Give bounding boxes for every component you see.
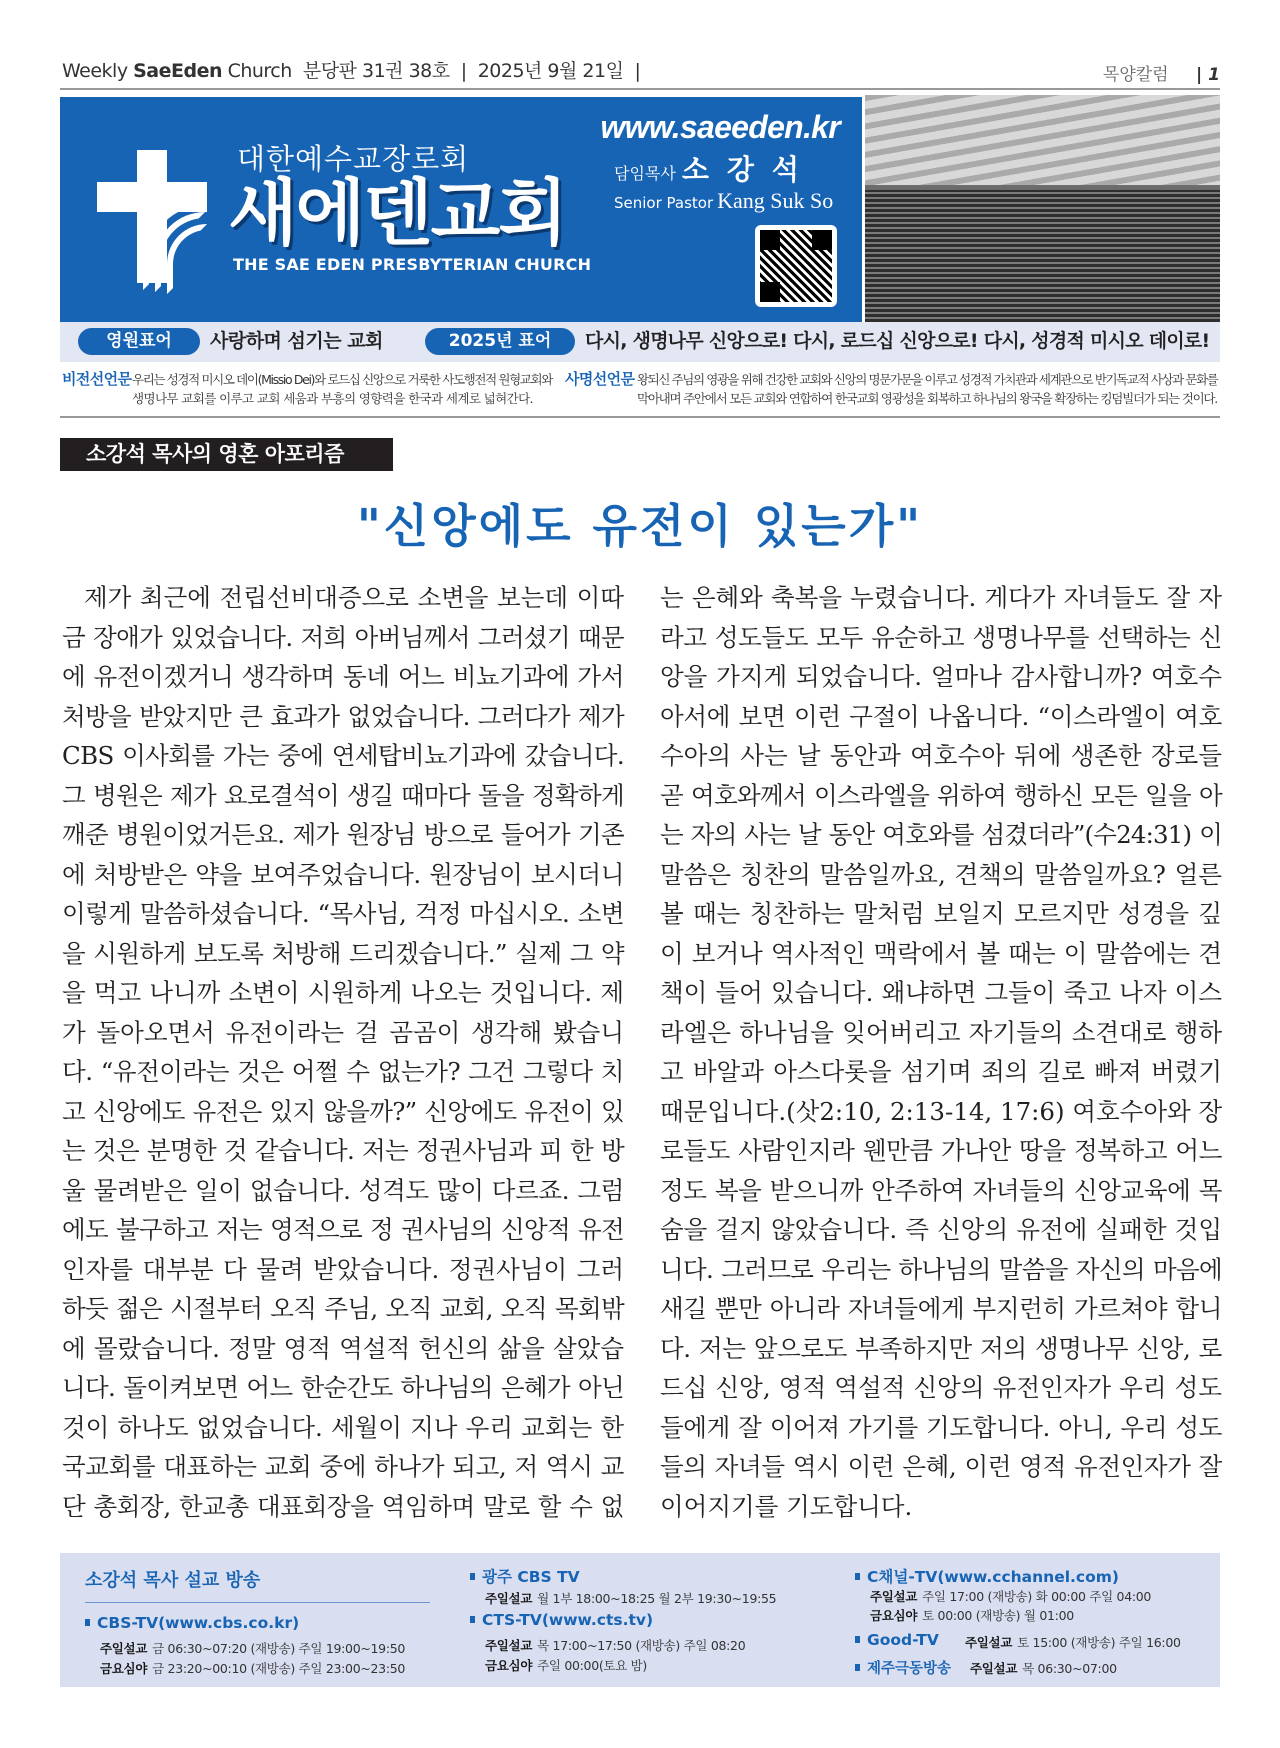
schedule-line	[870, 1587, 1151, 1605]
page-number: | 1	[1196, 65, 1220, 85]
channel-cts[interactable]: CTS-TV(www.cts.tv)	[470, 1611, 653, 1629]
channel-good-tv[interactable]: Good-TV	[855, 1631, 939, 1649]
article-line: 에 몰랐습니다. 정말 영적 역설적 헌신의 삶을 살았습	[62, 1333, 624, 1363]
article-line: 국교회를 대표하는 교회 중에 하나가 되고, 저 역시 교	[62, 1452, 624, 1481]
schedule-line	[100, 1639, 405, 1657]
article-line: 울 물려받은 일이 없습니다. 성격도 많이 다르죠. 그럼	[62, 1175, 624, 1205]
article-line: 는 은혜와 축복을 누렸습니다. 게다가 자녀들도 잘 자	[660, 583, 1222, 612]
article-column-left	[62, 578, 624, 1526]
schedule-time: 목 06:30~07:00	[1022, 1661, 1117, 1676]
issue-date: 2025년 9월 21일	[477, 60, 624, 82]
brand-label: SaeEden	[133, 60, 223, 82]
schedule-type: 주일설교	[485, 1638, 533, 1653]
article-line: 가 돌아오면서 유전이라는 걸 곰곰이 생각해 봤습니	[62, 1017, 624, 1047]
schedule-line	[485, 1656, 647, 1674]
article-line: 정도 복을 받으니까 안주하여 자녀들의 신앙교육에 목	[660, 1175, 1222, 1205]
article-line: 깨준 병원이었거든요. 제가 원장님 방으로 들어가 기존	[62, 820, 624, 849]
column-section-label: 소강석 목사의 영혼 아포리즘	[60, 438, 393, 471]
article-line: 라고 성도들도 모두 유순하고 생명나무를 선택하는 신	[660, 622, 1222, 652]
schedule-type: 주일설교	[870, 1589, 918, 1604]
article-line: 이렇게 말씀하셨습니다. “목사님, 걱정 마십시오. 소변	[62, 899, 624, 928]
vision-line: 우리는 성경적 미시오 데이(Missio Dei)와 로드십 신앙으로 거룩한 사도행전적 원형교회와	[132, 372, 552, 387]
motto-bar	[60, 322, 1220, 362]
schedule-line	[965, 1633, 1181, 1651]
article-line: 때문입니다.(삿2:10, 2:13-14, 17:6) 여호수아와 장	[660, 1096, 1223, 1126]
schedule-line	[485, 1589, 776, 1607]
article-line: 고 신앙에도 유전은 있지 않을까?” 신앙에도 유전이 있	[62, 1096, 624, 1126]
article-line: 인자를 대부분 다 물려 받았습니다. 정권사님이 그러	[62, 1254, 624, 1284]
divider	[60, 416, 1220, 418]
separator: |	[634, 60, 641, 82]
article-line: 로들도 사람인지라 웬만큼 가나안 땅을 정복하고 어느	[660, 1136, 1222, 1165]
worship-hall-photo	[865, 95, 1220, 322]
website-link[interactable]: www.saeeden.kr	[600, 109, 840, 145]
article-line: 을 시원하게 보도록 처방해 드리겠습니다.” 실제 그 약	[62, 938, 624, 968]
article-line: 아서에 보면 이런 구절이 나옵니다. “이스라엘이 여호	[660, 701, 1222, 731]
church-label: Church	[227, 60, 292, 82]
eternal-motto-badge: 영원표어	[78, 328, 200, 355]
article-line: 들의 자녀들 역시 이런 은혜, 이런 영적 유전인자가 잘	[660, 1452, 1222, 1481]
channel-gwangju-cbs[interactable]: 광주 CBS TV	[470, 1565, 580, 1587]
article-line: 는 자의 사는 날 동안 여호와를 섬겼더라”(수24:31) 이	[660, 820, 1222, 849]
mission-line: 막아내며 주안에서 모든 교회와 연합하여 한국교회 영광성을 회복하고 하나님의 왕국을 확장하는 킹덤빌더가 되는 것이다.	[637, 391, 1217, 406]
schedule-type: 금요심야	[100, 1661, 148, 1676]
vision-label: 비전선언문	[62, 370, 132, 388]
schedule-time: 금 06:30~07:20 (재방송) 주일 19:00~19:50	[152, 1641, 406, 1656]
year-motto-text: 다시, 생명나무 신앙으로! 다시, 로드십 신앙으로! 다시, 성경적 미시오 데이로!	[585, 330, 1210, 352]
schedule-time: 토 15:00 (재방송) 주일 16:00	[1017, 1635, 1181, 1650]
pastor-label-en: Senior Pastor	[614, 194, 714, 212]
article-line: 책이 들어 있습니다. 왜냐하면 그들이 죽고 나자 이스	[660, 978, 1222, 1007]
schedule-time: 목 17:00~17:50 (재방송) 주일 08:20	[537, 1638, 746, 1653]
article-line: 수아의 사는 날 동안과 여호수아 뒤에 생존한 장로들	[660, 741, 1222, 770]
article-line: 처방을 받았지만 큰 효과가 없었습니다. 그러다가 제가	[62, 701, 624, 731]
article-line: 드십 신앙, 영적 역설적 신앙의 유전인자가 우리 성도	[660, 1373, 1222, 1402]
article-line: CBS 이사회를 가는 중에 연세탑비뇨기과에 갔습니다.	[62, 741, 624, 770]
mission-label: 사명선언문	[565, 370, 635, 388]
church-name-en: THE SAE EDEN PRESBYTERIAN CHURCH	[233, 255, 592, 274]
channel-cchannel[interactable]: C채널-TV(www.cchannel.com)	[855, 1565, 1119, 1587]
section-name: 목양칼럼	[1102, 65, 1169, 85]
eternal-motto-text: 사랑하며 섬기는 교회	[210, 330, 383, 352]
article-line: 제가 최근에 전립선비대증으로 소변을 보는데 이따	[84, 583, 624, 612]
schedule-type: 주일설교	[970, 1661, 1018, 1676]
vision-line: 생명나무 교회를 이루고 교회 세움과 부흥의 영향력을 한국과 세계로 넓혀간다.	[132, 391, 533, 406]
article-line: 이어지기를 기도합니다.	[660, 1491, 913, 1521]
article-title: "신앙에도 유전이 있는가"	[356, 499, 924, 553]
article-line: 에도 불구하고 저는 영적으로 정 권사님의 신앙적 유전	[62, 1215, 624, 1244]
schedule-time: 토 00:00 (재방송) 월 01:00	[922, 1608, 1074, 1623]
schedule-time: 주일 17:00 (재방송) 화 00:00 주일 04:00	[922, 1589, 1152, 1604]
channel-jeju[interactable]: 제주극동방송	[855, 1657, 951, 1678]
schedule-type: 금요심야	[870, 1608, 918, 1623]
pastor-name-en: Kang Suk So	[717, 188, 834, 213]
mission-line: 왕되신 주님의 영광을 위해 건강한 교회와 신앙의 명문가문을 이루고 성경적 가치관과 세계관으로 반기독교적 사상과 문화를	[637, 372, 1218, 387]
pastor-label: 담임목사	[614, 164, 676, 183]
schedule-line	[485, 1636, 745, 1654]
article-line: 앙을 가지게 되었습니다. 얼마나 감사합니까? 여호수	[660, 662, 1222, 691]
article-line: 에 유전이겠거니 생각하며 동네 어느 비뇨기과에 가서	[62, 662, 624, 691]
article-line: 하듯 젊은 시절부터 오직 주님, 오직 교회, 오직 목회밖	[62, 1294, 624, 1323]
schedule-type: 주일설교	[965, 1635, 1013, 1650]
article-line: 단 총회장, 한교총 대표회장을 역임하며 말로 할 수 없	[62, 1491, 624, 1521]
article-column-right	[660, 578, 1222, 1526]
divider	[60, 88, 1220, 90]
schedule-time: 주일 00:00(토요 밤)	[537, 1658, 648, 1673]
article-line: 니다. 그러므로 우리는 하나님의 말씀을 자신의 마음에	[660, 1254, 1222, 1284]
schedule-type: 금요심야	[485, 1658, 533, 1673]
article-line: 는 것은 분명한 것 같습니다. 저는 정권사님과 피 한 방	[62, 1136, 624, 1165]
broadcast-heading: 소강석 목사 설교 방송	[85, 1570, 261, 1591]
weekly-label: Weekly	[62, 60, 128, 82]
page-section	[1103, 60, 1220, 85]
article-line: 다. 저는 앞으로도 부족하지만 저의 생명나무 신앙, 로	[660, 1333, 1222, 1363]
article-line: 니다. 돌이켜보면 어느 한순간도 하나님의 은혜가 아닌	[62, 1373, 624, 1402]
church-banner	[60, 97, 862, 322]
article-line: 이 보거나 역사적인 맥락에서 볼 때는 이 말씀에는 견	[660, 938, 1222, 968]
article-line: 다. “유전이라는 것은 어쩔 수 없는가? 그건 그렇다 치	[62, 1057, 624, 1086]
denomination: 대한예수교장로회	[237, 142, 470, 176]
article-line: 라엘은 하나님을 잊어버리고 자기들의 소견대로 행하	[660, 1017, 1222, 1047]
broadcast-schedule	[60, 1553, 1220, 1687]
qr-code-icon[interactable]	[755, 225, 837, 307]
church-name: 새에덴교회	[228, 171, 566, 255]
divider	[85, 1602, 430, 1603]
channel-cbs[interactable]: CBS-TV(www.cbs.co.kr)	[85, 1614, 299, 1632]
article-line: 고 바알과 아스다롯을 섬기며 죄의 길로 빠져 버렸기	[660, 1057, 1222, 1086]
year-motto-badge: 2025년 표어	[425, 328, 575, 355]
article-line: 말씀은 칭찬의 말씀일까요, 견책의 말씀일까요? 얼른	[660, 859, 1222, 889]
article-line: 숨을 걸지 않았습니다. 즉 신앙의 유전에 실패한 것입	[660, 1215, 1222, 1244]
pastor-en	[614, 189, 833, 215]
schedule-type: 주일설교	[485, 1591, 533, 1606]
article-line: 그 병원은 제가 요로결석이 생길 때마다 돌을 정확하게	[62, 780, 624, 810]
schedule-line	[100, 1659, 405, 1677]
article-line: 들에게 잘 이어져 가기를 기도합니다. 아니, 우리 성도	[660, 1412, 1222, 1442]
pastor-name: 소강석	[681, 153, 817, 186]
page-number-value: 1	[1208, 65, 1220, 85]
schedule-time: 금 23:20~00:10 (재방송) 주일 23:00~23:50	[152, 1661, 406, 1676]
separator: |	[460, 60, 467, 82]
article-line: 볼 때는 칭찬하는 말처럼 보일지 모르지만 성경을 깊	[660, 899, 1222, 928]
schedule-line	[970, 1659, 1117, 1677]
masthead-info	[62, 56, 640, 83]
pastor-kr	[614, 155, 817, 189]
article-line: 곧 여호와께서 이스라엘을 위하여 행하신 모든 일을 아	[660, 780, 1222, 810]
schedule-line	[870, 1606, 1074, 1624]
article-line: 것이 하나도 없었습니다. 세월이 지나 우리 교회는 한	[62, 1412, 624, 1442]
article-line: 에 처방받은 약을 보여주었습니다. 원장님이 보시더니	[62, 859, 624, 889]
article-line: 금 장애가 있었습니다. 저희 아버님께서 그러셨기 때문	[62, 622, 624, 652]
article-line: 새길 뿐만 아니라 자녀들에게 부지런히 가르쳐야 합니	[660, 1294, 1222, 1323]
schedule-time: 월 1부 18:00~18:25 월 2부 19:30~19:55	[537, 1591, 777, 1606]
issue-number: 분당판 31권 38호	[302, 60, 450, 82]
article-line: 을 먹고 나니까 소변이 시원하게 나오는 것입니다. 제	[62, 978, 624, 1007]
schedule-type: 주일설교	[100, 1641, 148, 1656]
